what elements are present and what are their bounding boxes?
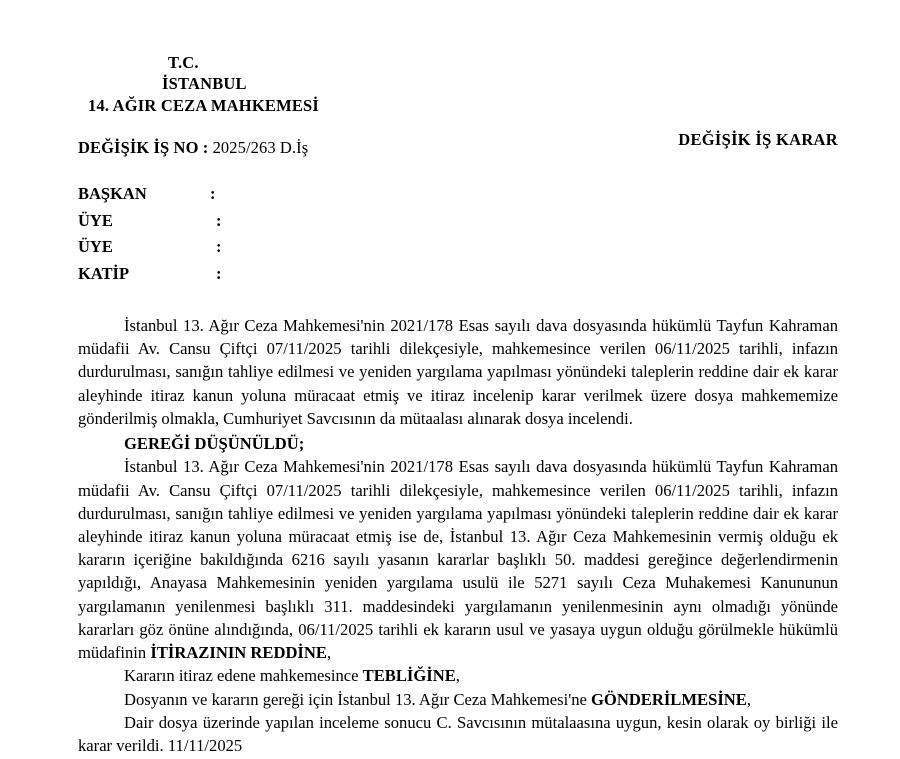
- section-heading-geregi-dusunuldu: GEREĞİ DÜŞÜNÜLDÜ;: [124, 434, 305, 454]
- closing-date: 11/11/2025: [167, 735, 243, 755]
- role-label-baskan: BAŞKAN: [78, 184, 147, 204]
- send-text-part2: ,: [746, 689, 751, 709]
- role-label-uye-1: ÜYE: [78, 210, 113, 230]
- role-colon-katip: :: [216, 263, 222, 283]
- reasoning-text-part1: İstanbul 13. Ağır Ceza Mahkemesi'nin 2021/178 Esas sayılı dava dosyasında hükümlü Tayfun Kahraman müdafii Av. Cansu Çiftçi 07/11/2025 tarihli dilekçesiyle, mahkemesince verilen 06/11/2025 tarihli, infazın durdurulması, sanığın tahliye edilmesi ve yeniden yargılama yapılması yönündeki taleplerin reddine dair ek karar aleyhinde itiraz kanun yoluna müracaat etmiş ise de, İstanbul 13. Ağır Ceza Mahkemesinin vermiş olduğu ek kararın içeriğine bakıldığında 6216 sayılı yasanın kararlar başlıklı 50. maddesi gereğince değerlendirmenin yapıldığı, Anayasa Mahkemesinin yeniden yargılama usulü ile 5271 sayılı Ceza Muhakemesi Kanununun yargılamanın yenilenmesi başlıklı 311. maddesindeki yargılamanın yenilenmesinin aynı olmadığı yönünde kararları göz önüne alındığında, 06/11/2025 tarihli ek kararın usul ve yasaya uygun olduğu görülmekle hükümlü müdafinin: [78, 457, 838, 663]
- table-row: [78, 182, 234, 208]
- reasoning-emphasis-itirazin-reddine: İTİRAZININ REDDİNE: [150, 643, 327, 663]
- paragraph-reasoning: [78, 455, 838, 664]
- send-text-part1: Dosyanın ve kararın gereği için İstanbul 13. Ağır Ceza Mahkemesi'ne: [124, 689, 592, 709]
- role-label-uye-2: ÜYE: [78, 237, 113, 257]
- court-header: [88, 52, 838, 116]
- role-label-katip: KATİP: [78, 263, 130, 283]
- table-row: [78, 235, 234, 261]
- document-body: [78, 314, 838, 757]
- decision-type-title: DEĞİŞİK İŞ KARAR: [678, 130, 838, 149]
- case-number-label: DEĞİŞİK İŞ NO :: [78, 138, 209, 158]
- table-row: [78, 209, 234, 235]
- header-line-court: 14. AĞIR CEZA MAHKEMESİ: [88, 95, 320, 115]
- role-colon-uye-2: :: [216, 237, 222, 257]
- role-colon-baskan: :: [210, 184, 216, 204]
- header-line-city: İSTANBUL: [162, 74, 247, 94]
- paragraph-intro: İstanbul 13. Ağır Ceza Mahkemesi'nin 2021/178 Esas sayılı dava dosyasında hükümlü Tayfun Kahraman müdafii Av. Cansu Çiftçi 07/11/2025 tarihli dilekçesiyle, mahkemesince verilen 06/11/2025 tarihli, infazın durdurulması, sanığın tahliye edilmesi ve yeniden yargılama yapılması yönündeki taleplerin reddine dair ek karar aleyhinde itiraz kanun yoluna müracaat etmiş ve itiraz incelenip karar verilmek üzere dosya mahkememize gönderilmiş olmakla, Cumhuriyet Savcısının da mütaalası alınarak dosya incelendi.: [78, 316, 838, 428]
- header-line-tc: T.C.: [168, 53, 199, 72]
- notify-text-part2: ,: [455, 666, 460, 686]
- send-emphasis-gonderilmesine: GÖNDERİLMESİNE: [591, 689, 747, 709]
- paragraph-notification: [78, 664, 838, 687]
- notify-emphasis-tebligine: TEBLİĞİNE: [362, 666, 456, 686]
- closing-text: Dair dosya üzerinde yapılan inceleme sonucu C. Savcısının mütalaasına uygun, kesin olarak oy birliği ile karar verildi.: [78, 712, 838, 755]
- reasoning-text-part2: ,: [326, 643, 332, 663]
- notify-text-part1: Kararın itiraz edene mahkemesince: [124, 666, 363, 686]
- role-colon-uye-1: :: [216, 210, 222, 230]
- table-row: [78, 262, 234, 288]
- paragraph-closing: [78, 711, 838, 757]
- paragraph-sending: [78, 688, 838, 711]
- panel-roles-table: [78, 182, 234, 288]
- case-number-value: 2025/263 D.İş: [212, 138, 309, 158]
